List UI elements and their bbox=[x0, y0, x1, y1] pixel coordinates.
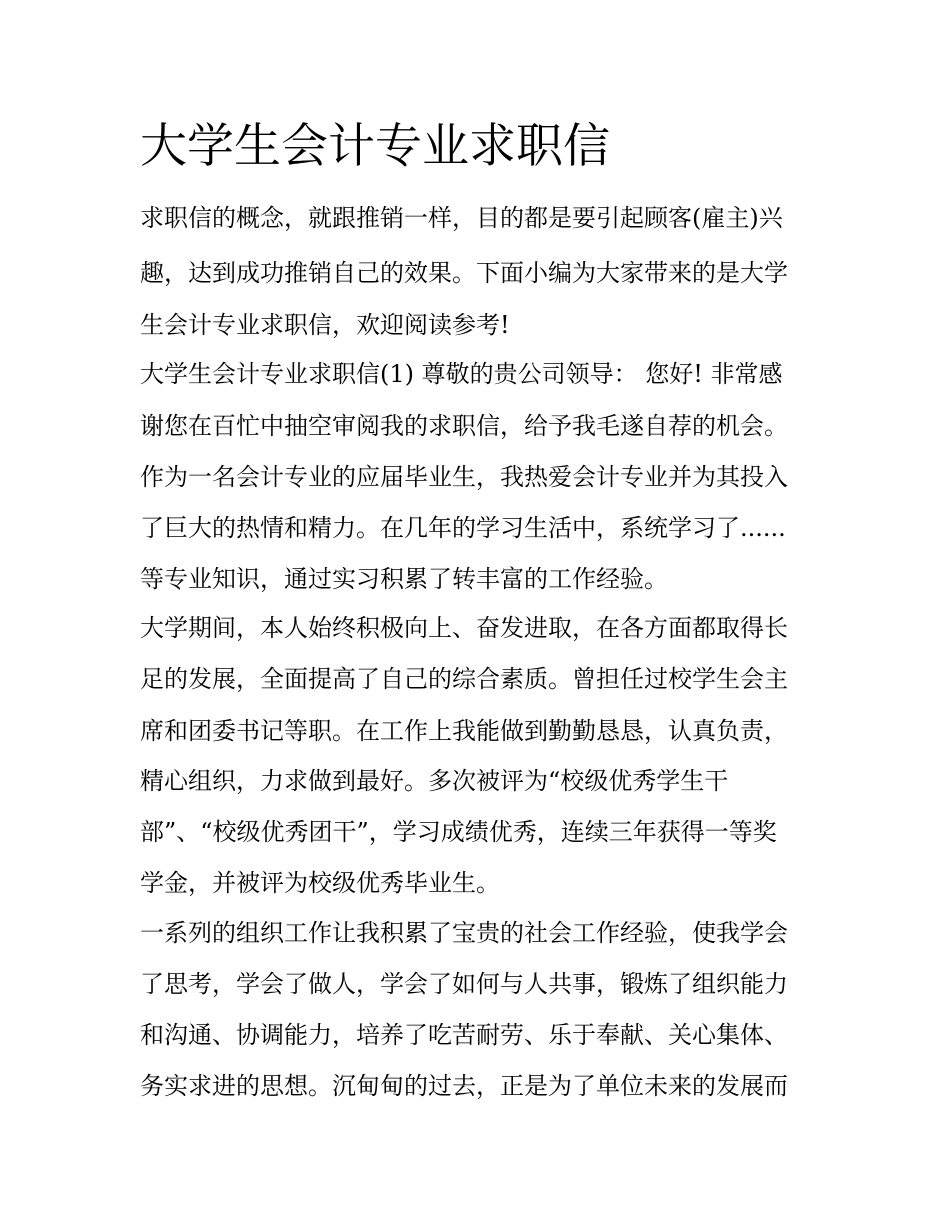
body-line: 和沟通、协调能力，培养了吃苦耐劳、乐于奉献、关心集体、 bbox=[140, 1021, 788, 1049]
body-line: 求职信的概念，就跟推销一样，目的都是要引起顾客(雇主)兴 bbox=[140, 204, 783, 232]
body-line: 谢您在百忙中抽空审阅我的求职信，给予我毛遂自荐的机会。 bbox=[140, 412, 788, 440]
body-line: 了巨大的热情和精力。在几年的学习生活中，系统学习了...... bbox=[140, 514, 786, 542]
body-line: 务实求进的思想。沉甸甸的过去，正是为了单位未来的发展而 bbox=[140, 1072, 788, 1100]
body-line: 等专业知识，通过实习积累了转丰富的工作经验。 bbox=[140, 565, 668, 593]
body-line: 一系列的组织工作让我积累了宝贵的社会工作经验，使我学会 bbox=[140, 919, 788, 947]
body-line: 了思考，学会了做人，学会了如何与人共事，锻炼了组织能力 bbox=[140, 970, 788, 998]
body-line: 作为一名会计专业的应届毕业生，我热爱会计专业并为其投入 bbox=[140, 463, 788, 491]
body-line: 足的发展，全面提高了自己的综合素质。曾担任过校学生会主 bbox=[140, 665, 788, 693]
document-title: 大学生会计专业求职信 bbox=[140, 119, 610, 174]
body-line: 学金，并被评为校级优秀毕业生。 bbox=[140, 869, 500, 897]
body-line: 部”、“校级优秀团干”，学习成绩优秀，连续三年获得一等奖 bbox=[140, 818, 777, 846]
body-line: 趣，达到成功推销自己的效果。下面小编为大家带来的是大学 bbox=[140, 259, 788, 287]
body-line: 精心组织，力求做到最好。多次被评为“校级优秀学生干 bbox=[140, 767, 729, 795]
body-line: 席和团委书记等职。在工作上我能做到勤勤恳恳，认真负责， bbox=[140, 717, 788, 745]
body-line: 生会计专业求职信，欢迎阅读参考! bbox=[140, 311, 510, 339]
body-line: 大学生会计专业求职信(1) 尊敬的贵公司领导： 您好! 非常感 bbox=[140, 360, 783, 388]
body-line: 大学期间，本人始终积极向上、奋发进取，在各方面都取得长 bbox=[140, 614, 788, 642]
